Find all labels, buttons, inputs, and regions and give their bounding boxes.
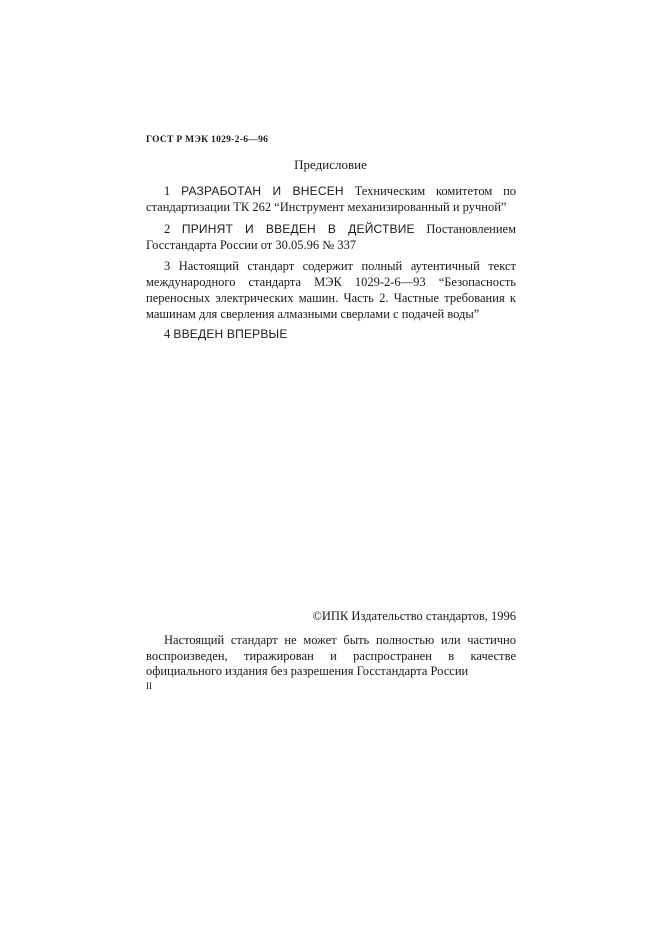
copyright-line: ©ИПК Издательство стандартов, 1996 — [312, 609, 516, 623]
item-number: 4 — [164, 327, 171, 341]
item-caps-heading: ВВЕДЕН ВПЕРВЫЕ — [173, 327, 288, 341]
reproduction-notice: Настоящий стандарт не может быть полностью или частично воспроизведен, тиражирован и распространен в качестве официального издания без разрешения Госстандарта России — [146, 633, 516, 678]
item-number: 1 — [164, 184, 171, 198]
foreword-item-4 — [146, 326, 516, 342]
item-text: Постановлением Госстандарта России от 30.05.96 № 337 — [146, 222, 516, 252]
item-caps-heading: ПРИНЯТ И ВВЕДЕН В ДЕЙСТВИЕ — [181, 222, 415, 236]
foreword-item-3 — [146, 258, 516, 322]
item-caps-heading: РАЗРАБОТАН И ВНЕСЕН — [181, 184, 344, 198]
foreword-title: Предисловие — [294, 157, 367, 172]
item-number: 3 — [164, 259, 171, 273]
standard-code-header: ГОСТ Р МЭК 1029-2-6—96 — [146, 135, 269, 145]
item-text: Настоящий стандарт содержит полный аутентичный текст международного стандарта МЭК 1029-2-6—93 “Безопасность переносных электрических машин. Часть 2. Частные требования к машинам для сверления алмазными сверлами с подачей воды” — [146, 259, 516, 321]
page-number: II — [146, 681, 152, 691]
item-number: 2 — [164, 222, 171, 236]
foreword-item-1 — [146, 183, 516, 215]
item-text: Техническим комитетом по стандартизации ТК 262 “Инструмент механизированный и ручной” — [146, 184, 517, 214]
foreword-item-2 — [146, 221, 516, 253]
